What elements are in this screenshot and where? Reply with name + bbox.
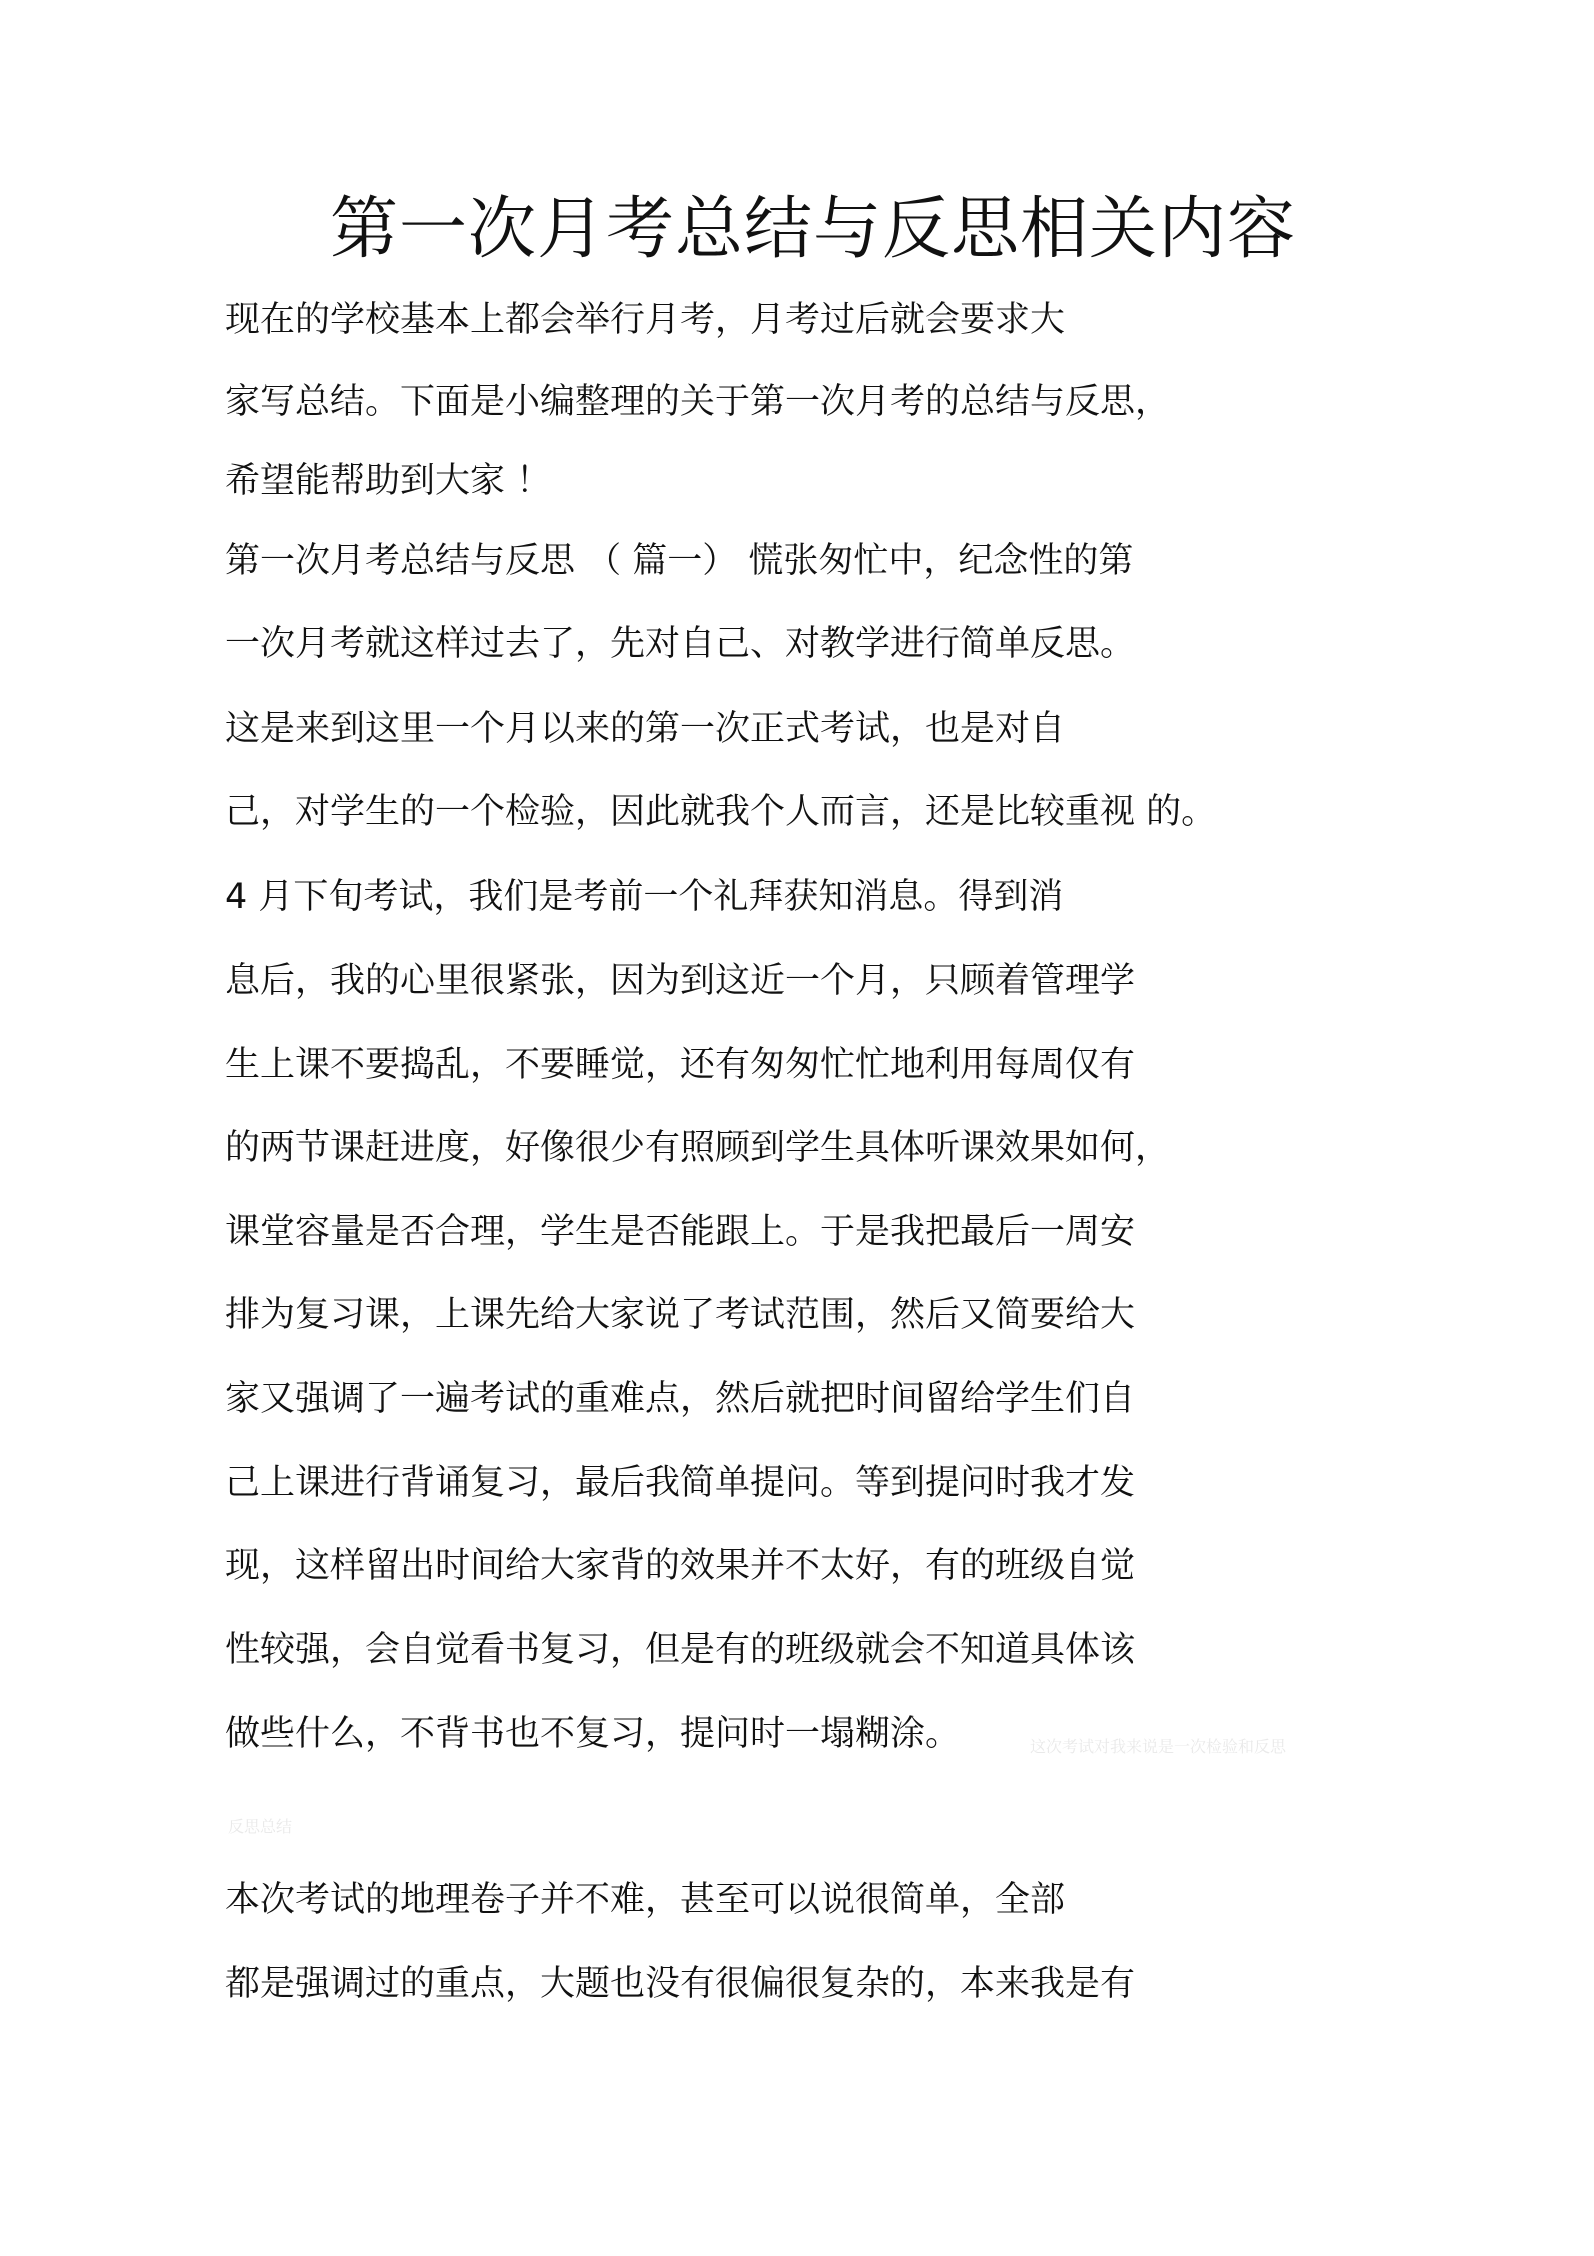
document-title: 第一次月考总结与反思相关内容 — [330, 190, 1297, 269]
faint-note: 反思总结 — [228, 1817, 293, 1836]
body-line: 课堂容量是否合理，学生是否能跟上。于是我把最后一周安 — [225, 1212, 1136, 1252]
body-line: 4 月下旬考试，我们是考前一个礼拜获知消息。得到消 — [225, 877, 1064, 917]
body-line: 性较强，会自觉看书复习，但是有的班级就会不知道具体该 — [225, 1630, 1136, 1670]
body-line: 家又强调了一遍考试的重难点，然后就把时间留给学生们自 — [225, 1379, 1136, 1419]
body-line: 排为复习课，上课先给大家说了考试范围，然后又简要给大 — [225, 1295, 1136, 1335]
body-line: 家写总结。下面是小编整理的关于第一次月考的总结与反思， — [225, 382, 1171, 422]
body-line: 己，对学生的一个检验，因此就我个人而言，还是比较重视 的。 — [225, 792, 1217, 832]
body-line: 本次考试的地理卷子并不难，甚至可以说很简单，全部 — [225, 1880, 1066, 1920]
body-line: 这是来到这里一个月以来的第一次正式考试，也是对自 — [225, 709, 1066, 749]
body-line: 做些什么，不背书也不复习，提问时一塌糊涂。 — [225, 1714, 961, 1754]
body-line: 现，这样留出时间给大家背的效果并不太好，有的班级自觉 — [225, 1546, 1136, 1586]
body-line: 生上课不要捣乱，不要睡觉，还有匆匆忙忙地利用每周仅有 — [225, 1045, 1136, 1085]
body-line: 都是强调过的重点，大题也没有很偏很复杂的，本来我是有 — [225, 1964, 1136, 2004]
body-line: 己上课进行背诵复习，最后我简单提问。等到提问时我才发 — [225, 1463, 1136, 1503]
body-line: 现在的学校基本上都会举行月考，月考过后就会要求大 — [225, 300, 1066, 340]
body-line: 息后，我的心里很紧张，因为到这近一个月，只顾着管理学 — [225, 961, 1136, 1001]
body-line: 第一次月考总结与反思 （ 篇一） 慌张匆忙中，纪念性的第 — [225, 541, 1134, 581]
body-line: 希望能帮助到大家 ！ — [225, 461, 552, 501]
body-line: 的两节课赶进度，好像很少有照顾到学生具体听课效果如何， — [225, 1128, 1171, 1168]
body-line: 一次月考就这样过去了，先对自己、对教学进行简单反思。 — [225, 624, 1136, 664]
faint-note: 这次考试对我来说是一次检验和反思 — [1030, 1737, 1287, 1756]
